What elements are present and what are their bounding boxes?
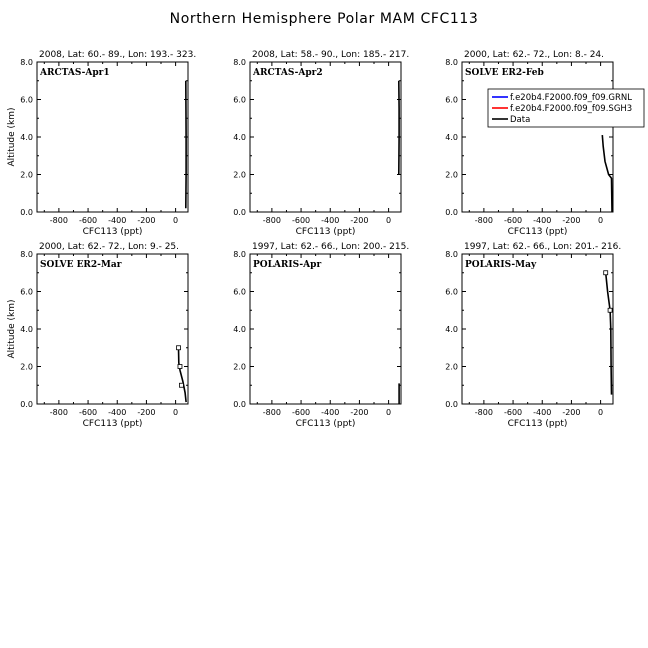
legend-label: f.e20b4.F2000.f09_f09.SGH3	[510, 104, 633, 114]
x-tick-label: -600	[78, 408, 98, 417]
x-axis-label: CFC113 (ppt)	[82, 419, 143, 429]
x-tick-label: -400	[108, 408, 127, 417]
y-tick-label: 4.0	[233, 325, 246, 334]
panel-header: 1997, Lat: 62.- 66., Lon: 200.- 215.	[252, 242, 410, 252]
legend-label: Data	[510, 115, 531, 125]
x-axis-label: CFC113 (ppt)	[507, 227, 568, 237]
x-tick-label: -600	[503, 408, 523, 417]
y-tick-label: 8.0	[233, 58, 246, 67]
x-axis-label: CFC113 (ppt)	[507, 419, 568, 429]
y-tick-label: 2.0	[233, 362, 246, 372]
x-tick-label: -200	[350, 216, 369, 225]
x-tick-label: -600	[503, 216, 523, 225]
x-axis-label: CFC113 (ppt)	[295, 227, 356, 237]
y-tick-label: 2.0	[445, 170, 458, 180]
y-tick-label: 2.0	[233, 170, 246, 180]
y-tick-label: 6.0	[445, 95, 458, 105]
data-marker	[608, 308, 612, 312]
y-tick-label: 6.0	[233, 95, 246, 105]
campaign-label: ARCTAS-Apr1	[40, 68, 110, 78]
campaign-label: SOLVE ER2-Feb	[465, 68, 544, 78]
x-tick-label: 0	[386, 408, 392, 417]
figure-title: Northern Hemisphere Polar MAM CFC113	[169, 11, 479, 27]
y-tick-label: 8.0	[20, 58, 33, 67]
x-tick-label: -200	[562, 408, 581, 417]
panel-3	[445, 50, 613, 237]
y-tick-label: 6.0	[20, 287, 33, 297]
legend	[488, 89, 644, 127]
x-tick-label: -800	[262, 216, 281, 225]
panel-1	[7, 50, 196, 237]
plot-frame	[37, 62, 188, 212]
plot-frame	[250, 62, 401, 212]
x-tick-label: 0	[598, 408, 604, 417]
y-tick-label: 2.0	[445, 362, 458, 372]
x-tick-label: -600	[291, 408, 311, 417]
panel-5	[233, 242, 409, 429]
x-tick-label: -800	[474, 216, 493, 225]
x-tick-label: -200	[562, 216, 581, 225]
panel-6	[445, 242, 621, 429]
y-tick-label: 8.0	[445, 58, 458, 67]
y-tick-label: 4.0	[20, 133, 33, 142]
panel-header: 2008, Lat: 58.- 90., Lon: 185.- 217.	[252, 50, 410, 60]
y-tick-label: 6.0	[233, 287, 246, 297]
y-tick-label: 6.0	[20, 95, 33, 105]
panel-4	[7, 242, 188, 429]
x-tick-label: 0	[598, 216, 604, 225]
y-tick-label: 2.0	[20, 170, 33, 180]
x-axis-label: CFC113 (ppt)	[82, 227, 143, 237]
x-tick-label: -200	[137, 408, 156, 417]
y-tick-label: 8.0	[233, 250, 246, 259]
x-tick-label: 0	[173, 408, 179, 417]
y-tick-label: 4.0	[233, 133, 246, 142]
x-tick-label: -800	[262, 408, 281, 417]
y-tick-label: 0.0	[445, 400, 458, 409]
legend-label: f.e20b4.F2000.f09_f09.GRNL	[510, 93, 633, 103]
x-tick-label: -200	[350, 408, 369, 417]
y-tick-label: 0.0	[20, 400, 33, 409]
plot-frame	[462, 254, 613, 404]
plot-frame	[250, 254, 401, 404]
x-axis-label: CFC113 (ppt)	[295, 419, 356, 429]
x-tick-label: -800	[49, 408, 68, 417]
x-tick-label: -400	[533, 408, 552, 417]
x-tick-label: -600	[291, 216, 311, 225]
y-tick-label: 0.0	[445, 208, 458, 217]
panel-header: 2000, Lat: 62.- 72., Lon: 9.- 25.	[39, 242, 180, 252]
plot-frame	[462, 62, 613, 212]
y-tick-label: 4.0	[445, 133, 458, 142]
campaign-label: SOLVE ER2-Mar	[40, 260, 122, 270]
panel-2	[233, 50, 409, 237]
y-axis-label: Altitude (km)	[7, 107, 17, 167]
y-tick-label: 4.0	[20, 325, 33, 334]
data-marker	[178, 365, 182, 369]
y-tick-label: 6.0	[445, 287, 458, 297]
x-tick-label: -400	[108, 216, 127, 225]
panels	[7, 50, 644, 429]
x-tick-label: -800	[49, 216, 68, 225]
campaign-label: POLARIS-Apr	[253, 260, 322, 270]
x-tick-label: 0	[386, 216, 392, 225]
plot-frame	[37, 254, 188, 404]
x-tick-label: -800	[474, 408, 493, 417]
x-tick-label: -200	[137, 216, 156, 225]
campaign-label: ARCTAS-Apr2	[253, 68, 323, 78]
campaign-label: POLARIS-May	[465, 260, 537, 270]
data-marker	[177, 346, 181, 350]
y-tick-label: 0.0	[20, 208, 33, 217]
y-tick-label: 8.0	[20, 250, 33, 259]
panel-header: 2008, Lat: 60.- 89., Lon: 193.- 323.	[39, 50, 197, 60]
y-tick-label: 2.0	[20, 362, 33, 372]
y-tick-label: 4.0	[445, 325, 458, 334]
data-marker	[179, 383, 183, 387]
y-axis-label: Altitude (km)	[7, 299, 17, 359]
x-tick-label: -600	[78, 216, 98, 225]
panel-header: 1997, Lat: 62.- 66., Lon: 201.- 216.	[464, 242, 622, 252]
x-tick-label: -400	[321, 408, 340, 417]
x-tick-label: -400	[533, 216, 552, 225]
series-line-data	[602, 135, 612, 212]
y-tick-label: 8.0	[445, 250, 458, 259]
x-tick-label: 0	[173, 216, 179, 225]
y-tick-label: 0.0	[233, 208, 246, 217]
panel-header: 2000, Lat: 62.- 72., Lon: 8.- 24.	[464, 50, 605, 60]
series-line-data	[179, 348, 187, 402]
data-marker	[604, 271, 608, 275]
x-tick-label: -400	[321, 216, 340, 225]
y-tick-label: 0.0	[233, 400, 246, 409]
